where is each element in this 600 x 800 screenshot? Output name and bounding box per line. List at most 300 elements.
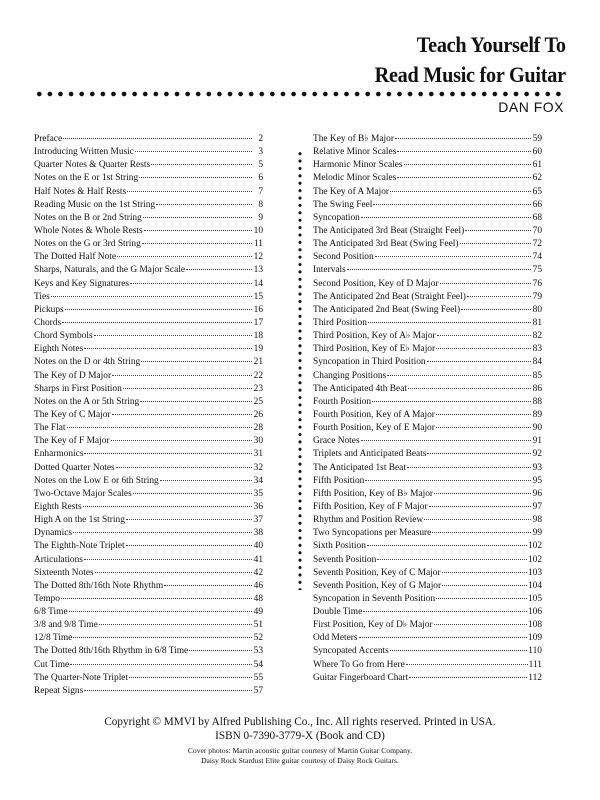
toc-entry-title: Keys and Key Signatures: [34, 278, 130, 289]
toc-entry-title: First Position, Key of D♭ Major: [313, 620, 433, 631]
toc-entry-title: Relative Minor Scales: [313, 147, 397, 158]
toc-entry-title: Second Position, Key of D Major: [313, 278, 439, 289]
dot-leader: [139, 176, 252, 178]
toc-entry-page: 88: [532, 396, 542, 407]
toc-entry[interactable]: [34, 356, 263, 369]
toc-entry-page: 51: [253, 620, 263, 631]
toc-entry[interactable]: [313, 593, 542, 606]
toc-entry-page: 5: [258, 160, 263, 171]
toc-entry-page: 106: [527, 607, 542, 618]
toc-entry-title: 6/8 Time: [34, 607, 68, 618]
dot-leader: [69, 610, 252, 612]
dot-leader: [123, 387, 252, 389]
toc-entry[interactable]: [34, 567, 263, 580]
toc-entry[interactable]: [313, 370, 542, 383]
dot-leader: [373, 203, 531, 205]
dot-leader: [406, 663, 528, 665]
toc-entry-page: 110: [528, 646, 542, 657]
toc-entry[interactable]: [313, 238, 542, 251]
toc-entry-page: 102: [527, 554, 542, 565]
dot-leader: [442, 571, 527, 573]
toc-entry-page: 53: [253, 646, 263, 657]
dot-leader: [377, 558, 527, 560]
toc-entry-page: 70: [532, 225, 542, 236]
toc-entry-page: 32: [253, 462, 263, 473]
photo-credits: [0, 746, 600, 766]
toc-entry-page: 90: [532, 423, 542, 434]
toc-entry-page: 74: [532, 252, 542, 263]
toc-entry-page: 3: [258, 147, 263, 158]
toc-entry-page: 86: [532, 383, 542, 394]
dot-leader: [156, 203, 252, 205]
toc-entry-page: 12: [253, 252, 263, 263]
toc-entry-title: Quarter Notes & Quarter Rests: [34, 160, 151, 171]
toc-entry[interactable]: [313, 619, 542, 632]
dot-leader: [397, 150, 531, 152]
toc-entry-page: 13: [253, 265, 263, 276]
dot-leader: [367, 544, 527, 546]
toc-entry[interactable]: [313, 212, 542, 225]
toc-entry-title: Tempo: [34, 593, 60, 604]
toc-entry[interactable]: [34, 159, 263, 172]
column-divider-dots: [298, 150, 302, 590]
toc-entry-page: 75: [532, 265, 542, 276]
toc-entry[interactable]: [34, 514, 263, 527]
dot-leader: [117, 255, 252, 257]
dot-leader: [67, 426, 252, 428]
toc-entry[interactable]: [34, 396, 263, 409]
toc-entry[interactable]: [313, 462, 542, 475]
toc-entry-title: Notes on the B or 2nd String: [34, 212, 142, 223]
toc-entry[interactable]: [313, 146, 542, 159]
toc-entry[interactable]: [313, 567, 542, 580]
dot-leader: [427, 452, 531, 454]
dot-leader: [51, 295, 252, 297]
toc-entry-page: 57: [253, 685, 263, 696]
toc-entry[interactable]: [313, 199, 542, 212]
toc-entry[interactable]: [34, 172, 263, 185]
toc-entry-title: Chord Symbols: [34, 331, 93, 342]
toc-entry-title: The Flat: [34, 423, 66, 434]
dot-leader: [65, 308, 252, 310]
toc-entry-title: Rhythm and Position Review: [313, 515, 424, 526]
toc-entry[interactable]: [313, 448, 542, 461]
toc-entry-title: The Key of A Major: [313, 186, 390, 197]
credit-line-1: Cover photos: Martin acoustic guitar courtesy of Martin Guitar Company.: [187, 746, 413, 755]
dot-leader: [368, 321, 531, 323]
toc-entry[interactable]: [34, 264, 263, 277]
dot-leader: [359, 636, 527, 638]
toc-entry-title: Syncopated Accents: [313, 646, 389, 657]
toc-entry-page: 54: [253, 659, 263, 670]
dot-leader: [365, 479, 531, 481]
toc-entry[interactable]: [313, 133, 542, 146]
dot-leader: [129, 676, 252, 678]
toc-entry-page: 52: [253, 633, 263, 644]
toc-entry-title: Two Syncopations per Measure: [313, 528, 432, 539]
toc-entry[interactable]: [313, 501, 542, 514]
toc-entry[interactable]: [313, 251, 542, 264]
toc-entry[interactable]: [313, 264, 542, 277]
toc-entry-title: The Anticipated 3rd Beat (Swing Feel): [313, 239, 459, 250]
title-line-1: Teach Yourself To: [416, 32, 566, 57]
toc-entry-page: 34: [253, 475, 263, 486]
toc-entry[interactable]: [34, 632, 263, 645]
toc-entry[interactable]: [34, 343, 263, 356]
toc-entry[interactable]: [34, 554, 263, 567]
toc-entry-title: Harmonic Minor Scales: [313, 160, 403, 171]
copyright-block: [0, 715, 600, 743]
toc-entry[interactable]: [34, 238, 263, 251]
toc-entry[interactable]: [313, 304, 542, 317]
toc-entry-title: Chords: [34, 317, 62, 328]
dot-leader: [142, 242, 252, 244]
toc-entry-page: 84: [532, 357, 542, 368]
toc-entry[interactable]: [313, 343, 542, 356]
toc-entry-title: Where To Go from Here: [313, 659, 405, 670]
dot-leader: [73, 636, 252, 638]
toc-entry-title: Grace Notes: [313, 436, 360, 447]
toc-entry-page: 98: [532, 515, 542, 526]
dot-leader: [61, 597, 252, 599]
toc-entry-title: High A on the 1st String: [34, 515, 125, 526]
toc-entry-title: The Key of D Major: [34, 370, 112, 381]
toc-entry-page: 89: [532, 409, 542, 420]
toc-entry-title: Melodic Minor Scales: [313, 173, 397, 184]
toc-entry-title: Two-Octave Major Scales: [34, 488, 132, 499]
toc-entry[interactable]: [313, 488, 542, 501]
toc-entry[interactable]: [313, 580, 542, 593]
dot-leader: [95, 571, 252, 573]
toc-entry-page: 7: [258, 186, 263, 197]
toc-entry[interactable]: [34, 462, 263, 475]
toc-entry[interactable]: [34, 580, 263, 593]
toc-entry[interactable]: [34, 606, 263, 619]
toc-entry[interactable]: [34, 291, 263, 304]
dot-leader: [427, 360, 531, 362]
dot-leader: [73, 531, 252, 533]
toc-entry[interactable]: [34, 659, 263, 672]
dot-leader: [434, 623, 527, 625]
toc-entry[interactable]: [313, 225, 542, 238]
toc-entry-page: 55: [253, 672, 263, 683]
dot-leader: [404, 163, 531, 165]
toc-entry[interactable]: [313, 527, 542, 540]
toc-entry-title: The Dotted 8th/16th Rhythm in 6/8 Time: [34, 646, 189, 657]
toc-entry-page: 46: [253, 580, 263, 591]
toc-entry[interactable]: [34, 448, 263, 461]
dot-leader: [434, 492, 531, 494]
toc-entry-title: Ties: [34, 291, 50, 302]
toc-entry-title: Seventh Position: [313, 554, 377, 565]
toc-entry-page: 92: [532, 449, 542, 460]
toc-entry-title: Syncopation in Seventh Position: [313, 593, 436, 604]
toc-entry-title: Notes on the A or 5th String: [34, 396, 140, 407]
toc-entry-page: 112: [528, 672, 542, 683]
toc-entry-title: Syncopation in Third Position: [313, 357, 426, 368]
toc-entry[interactable]: [313, 186, 542, 199]
toc-entry-page: 96: [532, 488, 542, 499]
toc-entry-page: 103: [527, 567, 542, 578]
toc-entry[interactable]: [313, 632, 542, 645]
toc-entry[interactable]: [34, 370, 263, 383]
toc-entry[interactable]: [34, 251, 263, 264]
toc-entry[interactable]: [313, 409, 542, 422]
toc-entry-page: 80: [532, 304, 542, 315]
dot-leader: [62, 321, 252, 323]
toc-entry-page: 41: [253, 554, 263, 565]
toc-entry[interactable]: [313, 317, 542, 330]
toc-entry[interactable]: [34, 225, 263, 238]
dot-leader: [424, 518, 531, 520]
toc-entry-page: 108: [527, 620, 542, 631]
toc-entry-title: Odd Meters: [313, 633, 358, 644]
toc-entry[interactable]: [34, 409, 263, 422]
toc-entry-title: Sharps in First Position: [34, 383, 122, 394]
toc-entry-page: 48: [253, 593, 263, 604]
toc-entry-title: Sixteenth Notes: [34, 567, 94, 578]
toc-entry[interactable]: [34, 330, 263, 343]
toc-entry-title: 3/8 and 9/8 Time: [34, 620, 98, 631]
toc-entry[interactable]: [34, 475, 263, 488]
dot-leader: [347, 268, 531, 270]
toc-entry-title: Third Position, Key of E♭ Major: [313, 344, 436, 355]
toc-entry[interactable]: [313, 540, 542, 553]
toc-entry[interactable]: [313, 422, 542, 435]
toc-entry-title: The Key of F Major: [34, 436, 110, 447]
toc-entry-title: Seventh Position, Key of C Major: [313, 567, 441, 578]
toc-entry[interactable]: [34, 685, 263, 698]
dot-leader: [407, 466, 531, 468]
dot-leader: [112, 374, 252, 376]
toc-entry[interactable]: [313, 291, 542, 304]
toc-entry-page: 18: [253, 331, 263, 342]
toc-entry-title: The Key of C Major: [34, 409, 111, 420]
toc-entry[interactable]: [34, 199, 263, 212]
toc-entry[interactable]: [313, 554, 542, 567]
dot-leader: [189, 649, 252, 651]
toc-entry-page: 11: [253, 239, 263, 250]
toc-entry[interactable]: [34, 186, 263, 199]
toc-entry-page: 82: [532, 331, 542, 342]
toc-entry-page: 61: [532, 160, 542, 171]
dot-leader: [429, 505, 531, 507]
dot-leader: [126, 518, 252, 520]
dot-leader: [395, 137, 531, 139]
toc-entry[interactable]: [34, 422, 263, 435]
toc-entry-title: The Swing Feel: [313, 199, 373, 210]
toc-entry-page: 109: [527, 633, 542, 644]
dot-leader: [164, 584, 252, 586]
toc-entry-title: Cut Time: [34, 659, 70, 670]
toc-entry-title: Fifth Position: [313, 475, 365, 486]
toc-entry-title: The Key of B♭ Major: [313, 134, 394, 144]
dot-leader: [467, 295, 531, 297]
toc-entry-page: 28: [253, 423, 263, 434]
dot-leader: [436, 347, 531, 349]
toc-entry[interactable]: [34, 645, 263, 658]
toc-entry-title: Dynamics: [34, 528, 73, 539]
toc-entry-title: Enharmonics: [34, 449, 84, 460]
toc-entry-page: 26: [253, 409, 263, 420]
toc-entry-title: Introducing Written Music: [34, 147, 134, 158]
toc-entry-page: 14: [253, 278, 263, 289]
dot-leader: [127, 190, 252, 192]
toc-entry-page: 49: [253, 607, 263, 618]
toc-entry-title: 12/8 Time: [34, 633, 73, 644]
toc-entry[interactable]: [34, 435, 263, 448]
toc-entry[interactable]: [34, 383, 263, 396]
toc-entry[interactable]: [34, 619, 263, 632]
dot-leader: [361, 439, 531, 441]
dot-leader: [133, 492, 252, 494]
toc-entry-page: 37: [253, 515, 263, 526]
toc-entry-title: Second Position: [313, 252, 374, 263]
toc-entry-title: Intervals: [313, 265, 346, 276]
dot-leader: [70, 663, 252, 665]
toc-entry[interactable]: [313, 659, 542, 672]
toc-entry-title: Eighth Notes: [34, 344, 84, 355]
toc-entry-page: 30: [253, 436, 263, 447]
toc-entry-page: 105: [527, 593, 542, 604]
toc-entry[interactable]: [34, 672, 263, 685]
toc-entry-page: 38: [253, 528, 263, 539]
toc-entry[interactable]: [313, 672, 542, 685]
toc-entry-page: 8: [258, 199, 263, 210]
toc-entry[interactable]: [313, 475, 542, 488]
dot-leader: [387, 374, 531, 376]
toc-column-right: [313, 133, 542, 685]
dot-leader: [375, 255, 531, 257]
toc-entry-title: Third Position: [313, 317, 367, 328]
toc-entry-page: 65: [532, 186, 542, 197]
dot-leader: [390, 190, 531, 192]
dot-leader: [460, 242, 531, 244]
toc-entry[interactable]: [34, 133, 263, 146]
dot-leader: [436, 413, 531, 415]
toc-entry[interactable]: [34, 540, 263, 553]
toc-entry-title: Guitar Fingerboard Chart: [313, 672, 409, 683]
author-name: DAN FOX: [498, 99, 564, 115]
toc-entry-title: Fifth Position, Key of B♭ Major: [313, 488, 434, 499]
toc-entry[interactable]: [313, 435, 542, 448]
toc-entry-page: 60: [532, 147, 542, 158]
toc-entry-page: 79: [532, 291, 542, 302]
dot-leader: [84, 558, 252, 560]
toc-entry[interactable]: [34, 593, 263, 606]
toc-entry-title: Repeat Signs: [34, 685, 84, 696]
toc-entry-page: 93: [532, 462, 542, 473]
toc-entry-page: 81: [532, 317, 542, 328]
toc-entry[interactable]: [34, 317, 263, 330]
toc-entry-page: 9: [258, 212, 263, 223]
toc-entry[interactable]: [34, 278, 263, 291]
toc-entry[interactable]: [34, 304, 263, 317]
dot-leader: [94, 334, 252, 336]
toc-entry[interactable]: [313, 606, 542, 619]
dot-leader: [363, 610, 527, 612]
toc-entry[interactable]: [34, 527, 263, 540]
toc-entry[interactable]: [313, 645, 542, 658]
toc-entry-title: The Eighth-Note Triplet: [34, 541, 125, 552]
toc-entry-page: 66: [532, 199, 542, 210]
toc-entry-title: The Anticipated 1st Beat: [313, 462, 406, 473]
toc-entry[interactable]: [34, 488, 263, 501]
toc-entry[interactable]: [313, 172, 542, 185]
toc-entry-title: Notes on the D or 4th String: [34, 357, 141, 368]
dot-leader: [436, 597, 527, 599]
toc-entry[interactable]: [313, 514, 542, 527]
toc-entry-title: Dotted Quarter Notes: [34, 462, 115, 473]
toc-entry-title: Notes on the Low E or 6th String: [34, 475, 159, 486]
dot-leader: [135, 150, 252, 152]
toc-entry-title: Double Time: [313, 607, 363, 618]
dot-leader: [160, 479, 252, 481]
toc-entry-title: Sharps, Naturals, and the G Major Scale: [34, 265, 186, 276]
toc-entry-title: The Anticipated 4th Beat: [313, 383, 407, 394]
dot-leader: [397, 176, 531, 178]
toc-entry-title: Whole Notes & Whole Rests: [34, 225, 143, 236]
toc-entry-title: Articulations: [34, 554, 83, 565]
toc-entry[interactable]: [313, 396, 542, 409]
toc-entry[interactable]: [313, 383, 542, 396]
toc-entry-page: 23: [253, 383, 263, 394]
toc-entry[interactable]: [34, 146, 263, 159]
toc-entry[interactable]: [313, 278, 542, 291]
toc-entry-page: 76: [532, 278, 542, 289]
toc-entry-title: Reading Music on the 1st String: [34, 199, 156, 210]
toc-entry-page: 22: [253, 370, 263, 381]
dot-leader: [442, 584, 527, 586]
toc-entry-page: 62: [532, 173, 542, 184]
dot-leader: [141, 360, 252, 362]
toc-entry[interactable]: [313, 159, 542, 172]
dot-leader: [432, 531, 531, 533]
toc-entry-title: Half Notes & Half Rests: [34, 186, 127, 197]
toc-entry[interactable]: [34, 501, 263, 514]
toc-entry-page: 72: [532, 239, 542, 250]
toc-entry[interactable]: [313, 330, 542, 343]
dot-leader: [83, 505, 252, 507]
toc-entry-title: Fifth Position, Key of F Major: [313, 501, 428, 512]
toc-entry-title: The Anticipated 3rd Beat (Straight Feel): [313, 225, 465, 236]
dot-leader: [143, 216, 252, 218]
dot-leader: [140, 400, 252, 402]
dot-leader: [84, 452, 252, 454]
dot-leader: [99, 623, 252, 625]
toc-entry-page: 59: [532, 134, 542, 144]
toc-entry[interactable]: [34, 212, 263, 225]
toc-entry-page: 95: [532, 475, 542, 486]
toc-entry-title: The Dotted 8th/16th Note Rhythm: [34, 580, 164, 591]
dotted-rule: [34, 90, 566, 98]
toc-entry[interactable]: [313, 356, 542, 369]
toc-entry-page: 16: [253, 304, 263, 315]
dot-leader: [130, 282, 252, 284]
dot-leader: [112, 413, 252, 415]
dot-leader: [63, 137, 252, 139]
toc-entry-title: Sixth Position: [313, 541, 366, 552]
toc-entry-title: The Quarter-Note Triplet: [34, 672, 129, 683]
toc-entry-title: Syncopation: [313, 212, 360, 223]
title-block: [358, 30, 566, 90]
dot-leader: [126, 544, 252, 546]
dot-leader: [465, 229, 531, 231]
toc-entry-page: 21: [253, 357, 263, 368]
dot-leader: [436, 426, 531, 428]
toc-entry-page: 99: [532, 528, 542, 539]
dot-leader: [461, 308, 531, 310]
